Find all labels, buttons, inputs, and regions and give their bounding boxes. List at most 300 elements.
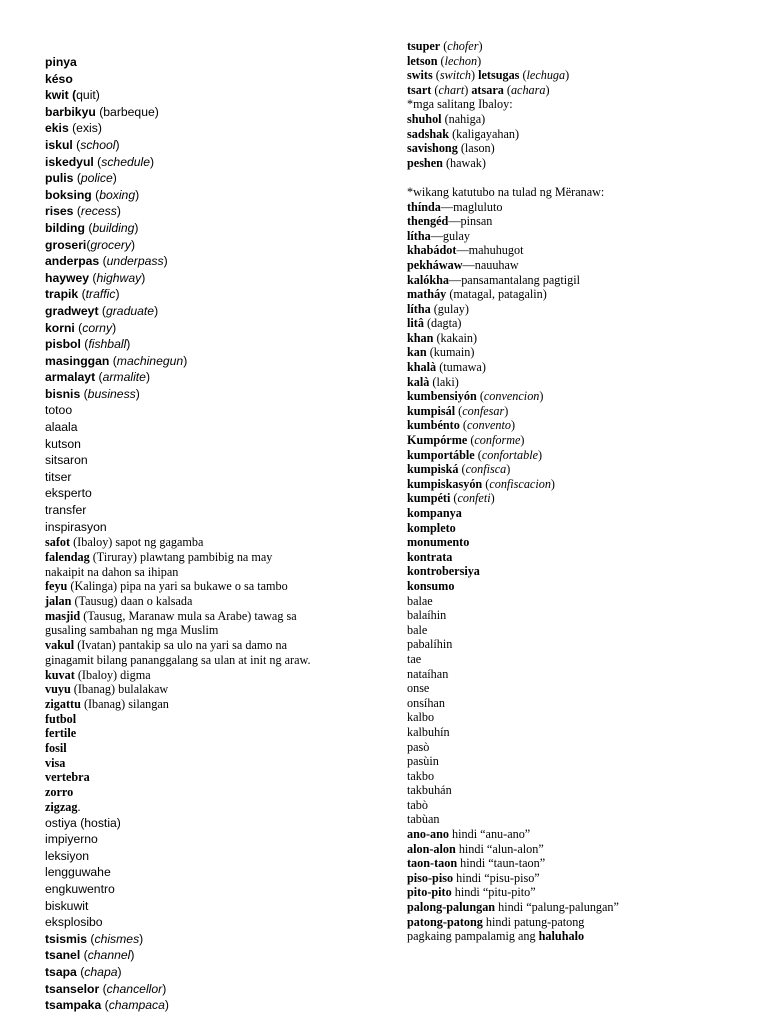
entry-text: tabò bbox=[407, 797, 428, 812]
word-entry bbox=[45, 623, 375, 638]
word-entry bbox=[45, 800, 375, 815]
entry-text: (kakain) bbox=[433, 330, 478, 345]
entry-origin: chismes bbox=[94, 931, 140, 946]
entry-text: (Ibaloy) sapot ng gagamba bbox=[70, 535, 204, 550]
entry-term: korni bbox=[45, 320, 75, 335]
entry-origin: graduate bbox=[105, 303, 155, 318]
word-entry bbox=[45, 726, 375, 741]
entry-text: ) bbox=[164, 998, 169, 1013]
entry-text: transfer bbox=[45, 503, 87, 518]
entry-origin: business bbox=[87, 386, 136, 401]
entry-origin: chancellor bbox=[106, 981, 163, 996]
entry-text: *wikang katutubo na tulad ng Mëranaw: bbox=[407, 184, 605, 199]
entry-text: ) bbox=[183, 353, 188, 368]
word-entry bbox=[45, 253, 375, 270]
entry-text: pasùin bbox=[407, 754, 439, 769]
word-entry bbox=[407, 83, 752, 98]
entry-text: ( bbox=[458, 462, 466, 477]
entry-term: tsuper bbox=[407, 39, 441, 53]
entry-origin: lechon bbox=[444, 53, 478, 68]
word-entry bbox=[45, 270, 375, 287]
word-entry bbox=[45, 203, 375, 220]
entry-origin: machinegun bbox=[116, 353, 184, 368]
word-entry bbox=[45, 286, 375, 303]
entry-text: alaala bbox=[45, 420, 78, 435]
entry-text: ( bbox=[467, 433, 475, 448]
word-entry bbox=[45, 638, 375, 653]
entry-term: pekháwaw bbox=[407, 257, 463, 272]
entry-term: groseri bbox=[45, 237, 87, 252]
word-entry bbox=[45, 519, 375, 536]
entry-text: ) bbox=[145, 370, 151, 385]
word-entry bbox=[45, 997, 375, 1014]
entry-term: ekis bbox=[45, 121, 69, 136]
entry-text: gusaling sambahan ng mga Muslim bbox=[45, 623, 219, 638]
entry-term: lítha bbox=[407, 228, 431, 243]
entry-origin: armalite bbox=[102, 370, 146, 385]
word-entry bbox=[407, 345, 752, 360]
entry-term: bilding bbox=[45, 220, 85, 235]
word-entry bbox=[407, 929, 752, 944]
entry-term: haywey bbox=[45, 270, 90, 285]
word-entry bbox=[45, 71, 375, 88]
entry-term: peshen bbox=[407, 155, 443, 170]
entry-term: boksing bbox=[45, 187, 92, 202]
word-entry bbox=[407, 258, 752, 273]
entry-text: ( bbox=[431, 82, 439, 97]
entry-origin: lechuga bbox=[526, 68, 566, 83]
word-entry bbox=[45, 402, 375, 419]
entry-text: kalbuhín bbox=[407, 724, 450, 739]
word-entry bbox=[407, 448, 752, 463]
entry-text: ( bbox=[482, 476, 490, 491]
entry-term: ano-ano bbox=[407, 827, 449, 842]
word-entry bbox=[45, 137, 375, 154]
entry-term: pinya bbox=[45, 55, 77, 69]
entry-text: hindi “pisu-piso” bbox=[453, 870, 540, 885]
entry-text: ( bbox=[89, 270, 97, 285]
entry-origin: switch bbox=[439, 68, 471, 83]
word-entry bbox=[407, 623, 752, 638]
word-entry bbox=[45, 981, 375, 998]
entry-term: zorro bbox=[45, 785, 74, 800]
entry-text: (Ibanag) bulalakaw bbox=[70, 682, 169, 697]
entry-text: pasò bbox=[407, 739, 430, 754]
entry-term: konsumo bbox=[407, 578, 455, 593]
entry-text: ( bbox=[74, 320, 83, 335]
entry-text: ostiya (hostia) bbox=[45, 815, 121, 830]
word-entry bbox=[407, 783, 752, 798]
entry-term: kumpéti bbox=[407, 491, 451, 506]
entry-text: (matagal, patagalin) bbox=[446, 287, 547, 302]
word-entry bbox=[45, 594, 375, 609]
word-entry bbox=[407, 156, 752, 171]
word-entry bbox=[45, 104, 375, 121]
entry-text: hindi patung-patong bbox=[482, 914, 585, 929]
entry-text: eksperto bbox=[45, 486, 92, 501]
entry-term: haluhalo bbox=[538, 929, 585, 944]
entry-text: (dagta) bbox=[423, 316, 462, 331]
entry-text: ) bbox=[112, 320, 117, 335]
entry-term: anderpas bbox=[45, 254, 100, 269]
entry-text: (Ibanag) silangan bbox=[80, 696, 169, 711]
entry-text: ( bbox=[432, 68, 440, 83]
entry-text: hindi “pitu-pito” bbox=[451, 885, 536, 900]
entry-text: (kaligayahan) bbox=[449, 126, 520, 141]
entry-text: (gulay) bbox=[430, 301, 469, 316]
entry-term: monumento bbox=[407, 535, 470, 550]
blank-line bbox=[407, 170, 752, 185]
entry-text: takbuhán bbox=[407, 783, 452, 798]
entry-text: ) bbox=[116, 204, 121, 219]
entry-text: quit) bbox=[76, 88, 100, 103]
word-entry bbox=[407, 68, 752, 83]
entry-origin: fishball bbox=[88, 337, 127, 352]
entry-term: kumpiská bbox=[407, 462, 459, 477]
word-entry bbox=[45, 452, 375, 469]
entry-text: ) bbox=[135, 386, 140, 401]
word-entry bbox=[45, 964, 375, 981]
word-entry bbox=[45, 565, 375, 580]
entry-origin: recess bbox=[80, 204, 117, 219]
word-entry bbox=[45, 898, 375, 915]
word-entry bbox=[407, 550, 752, 565]
word-entry bbox=[407, 915, 752, 930]
word-entry bbox=[407, 404, 752, 419]
entry-text: (barbeque) bbox=[95, 104, 159, 119]
entry-text: pabalíhin bbox=[407, 637, 453, 652]
word-entry bbox=[45, 848, 375, 865]
word-entry bbox=[407, 302, 752, 317]
entry-text: tabùan bbox=[407, 812, 440, 827]
entry-term: kontrata bbox=[407, 549, 453, 564]
entry-term: vuyu bbox=[45, 682, 71, 697]
entry-term: fertile bbox=[45, 726, 77, 741]
word-entry bbox=[45, 609, 375, 624]
entry-text: (exis) bbox=[68, 121, 102, 136]
entry-text: biskuwit bbox=[45, 898, 89, 913]
entry-term: letson bbox=[407, 53, 438, 68]
entry-text: ) bbox=[115, 137, 120, 152]
entry-term: falendag bbox=[45, 549, 90, 564]
entry-text: ( bbox=[73, 171, 81, 186]
entry-origin: schedule bbox=[101, 154, 151, 169]
entry-text: hindi “alun-alon” bbox=[455, 841, 544, 856]
word-entry bbox=[45, 386, 375, 403]
entry-term: zigattu bbox=[45, 696, 81, 711]
entry-text: ( bbox=[78, 287, 86, 302]
entry-text: pagkaing pampalamig ang bbox=[407, 929, 539, 944]
word-entry bbox=[45, 741, 375, 756]
entry-text: ) bbox=[139, 931, 144, 946]
word-entry bbox=[407, 710, 752, 725]
word-entry bbox=[45, 154, 375, 171]
word-entry bbox=[407, 812, 752, 827]
entry-text: ( bbox=[98, 303, 106, 318]
word-entry bbox=[45, 120, 375, 137]
word-entry bbox=[407, 667, 752, 682]
word-entry bbox=[45, 550, 375, 565]
entry-text: hindi “palung-palungan” bbox=[495, 900, 619, 915]
word-entry bbox=[45, 756, 375, 771]
entry-term: kwit ( bbox=[45, 88, 77, 103]
entry-term: sadshak bbox=[407, 126, 450, 141]
word-entry bbox=[407, 754, 752, 769]
entry-term: shuhol bbox=[407, 111, 442, 126]
word-entry bbox=[407, 97, 752, 112]
word-entry bbox=[45, 682, 375, 697]
word-entry bbox=[45, 419, 375, 436]
entry-text: ( bbox=[93, 154, 102, 169]
entry-text: ( bbox=[80, 386, 88, 401]
entry-text: balaíhin bbox=[407, 608, 447, 623]
entry-text: ( bbox=[86, 237, 91, 252]
entry-text: ) bbox=[477, 53, 482, 68]
word-entry bbox=[407, 608, 752, 623]
entry-term: tsampaka bbox=[45, 998, 102, 1013]
entry-text: ginagamit bilang pananggalang sa ulan at init ng araw. bbox=[45, 652, 311, 667]
entry-text: ) bbox=[538, 447, 543, 462]
entry-term: kan bbox=[407, 345, 427, 360]
entry-text: ) bbox=[150, 154, 155, 169]
word-list-left-column bbox=[45, 54, 375, 1014]
word-entry bbox=[45, 353, 375, 370]
entry-term: visa bbox=[45, 755, 66, 770]
entry-text: ) bbox=[510, 418, 515, 433]
word-entry bbox=[407, 681, 752, 696]
entry-text: sitsaron bbox=[45, 453, 88, 468]
entry-term: atsara bbox=[471, 82, 504, 97]
word-entry bbox=[45, 436, 375, 453]
entry-text: (kumain) bbox=[426, 345, 475, 360]
entry-text: ( bbox=[519, 68, 527, 83]
entry-text: (Tausug) daan o kalsada bbox=[71, 594, 193, 609]
entry-text: titser bbox=[45, 469, 72, 484]
entry-origin: conforme bbox=[474, 433, 521, 448]
entry-term: khan bbox=[407, 330, 434, 345]
word-entry bbox=[407, 725, 752, 740]
entry-text: bale bbox=[407, 622, 428, 637]
entry-text: ( bbox=[73, 204, 81, 219]
entry-text: kutson bbox=[45, 436, 81, 451]
entry-text: ( bbox=[80, 948, 88, 963]
entry-term: Kumpórme bbox=[407, 433, 468, 448]
entry-text: ( bbox=[503, 82, 511, 97]
entry-text: ( bbox=[474, 447, 482, 462]
word-entry bbox=[407, 200, 752, 215]
entry-origin: traffic bbox=[85, 287, 116, 302]
word-entry bbox=[407, 54, 752, 69]
entry-text: —pinsan bbox=[448, 214, 493, 229]
entry-term: tsanselor bbox=[45, 981, 100, 996]
entry-term: vertebra bbox=[45, 770, 90, 785]
entry-text: kalbo bbox=[407, 710, 435, 725]
entry-text: ( bbox=[72, 137, 81, 152]
entry-term: jalan bbox=[45, 594, 72, 609]
entry-text: ( bbox=[91, 187, 100, 202]
word-entry bbox=[407, 389, 752, 404]
entry-term: bisnis bbox=[45, 386, 81, 401]
entry-term: kompleto bbox=[407, 520, 456, 535]
entry-text: impiyerno bbox=[45, 832, 98, 847]
entry-term: letsugas bbox=[478, 68, 520, 83]
entry-text: totoo bbox=[45, 403, 73, 418]
entry-term: patong-patong bbox=[407, 914, 483, 929]
word-entry bbox=[407, 900, 752, 915]
entry-term: trapik bbox=[45, 287, 79, 302]
entry-text: ) bbox=[163, 254, 168, 269]
entry-term: safot bbox=[45, 535, 71, 550]
entry-text: ) bbox=[545, 82, 550, 97]
entry-term: pito-pito bbox=[407, 885, 452, 900]
entry-text: engkuwentro bbox=[45, 881, 115, 896]
word-entry bbox=[407, 316, 752, 331]
word-entry bbox=[45, 770, 375, 785]
entry-text: ) bbox=[141, 270, 146, 285]
entry-term: pisbol bbox=[45, 337, 81, 352]
entry-text: ) bbox=[115, 287, 120, 302]
word-entry bbox=[45, 815, 375, 832]
entry-term: thínda bbox=[407, 199, 441, 214]
word-entry bbox=[45, 697, 375, 712]
word-entry bbox=[407, 798, 752, 813]
entry-term: tsismis bbox=[45, 931, 88, 946]
entry-text: ) bbox=[478, 39, 483, 53]
entry-text: nataíhan bbox=[407, 666, 449, 681]
entry-text: ) bbox=[131, 237, 136, 252]
entry-text: takbo bbox=[407, 768, 435, 783]
entry-term: pulis bbox=[45, 171, 74, 186]
entry-term: futbol bbox=[45, 711, 77, 726]
entry-text: nakaipit na dahon sa ihipan bbox=[45, 564, 179, 579]
entry-term: alon-alon bbox=[407, 841, 456, 856]
word-entry bbox=[407, 579, 752, 594]
entry-text: ( bbox=[450, 491, 458, 506]
entry-text: tae bbox=[407, 651, 422, 666]
word-entry bbox=[407, 375, 752, 390]
entry-term: khalà bbox=[407, 360, 437, 375]
entry-text: leksiyon bbox=[45, 848, 90, 863]
word-entry bbox=[45, 668, 375, 683]
entry-text: onsíhan bbox=[407, 695, 445, 710]
word-entry bbox=[45, 864, 375, 881]
entry-origin: confesar bbox=[462, 403, 505, 418]
word-entry bbox=[407, 462, 752, 477]
entry-text: . bbox=[77, 799, 81, 814]
entry-text: ) bbox=[112, 171, 117, 186]
entry-origin: corny bbox=[82, 320, 113, 335]
entry-origin: chart bbox=[438, 82, 465, 97]
entry-text: —magluluto bbox=[440, 199, 503, 214]
word-list-right-column bbox=[407, 39, 752, 944]
word-entry bbox=[45, 914, 375, 931]
entry-origin: confortable bbox=[481, 447, 539, 462]
entry-origin: underpass bbox=[106, 254, 164, 269]
word-entry bbox=[45, 369, 375, 386]
entry-text: ) bbox=[464, 82, 472, 97]
word-entry bbox=[45, 653, 375, 668]
word-entry bbox=[407, 885, 752, 900]
entry-text: ) bbox=[539, 389, 544, 404]
entry-term: kalà bbox=[407, 374, 430, 389]
word-entry bbox=[45, 579, 375, 594]
word-entry bbox=[407, 287, 752, 302]
entry-origin: channel bbox=[87, 948, 131, 963]
entry-origin: confiscacion bbox=[489, 476, 551, 491]
entry-term: kumpiskasyón bbox=[407, 476, 483, 491]
entry-text: ( bbox=[99, 254, 107, 269]
word-entry bbox=[45, 320, 375, 337]
entry-text: hindi “anu-ano” bbox=[449, 827, 531, 842]
entry-text: ) bbox=[126, 337, 131, 352]
entry-text: ) bbox=[135, 187, 140, 202]
entry-term: lítha bbox=[407, 301, 431, 316]
word-entry bbox=[45, 237, 375, 254]
word-entry bbox=[45, 485, 375, 502]
entry-text: ) bbox=[154, 303, 159, 318]
word-entry bbox=[407, 769, 752, 784]
entry-text: ) bbox=[162, 981, 167, 996]
entry-text: ) bbox=[490, 491, 495, 506]
entry-text: ( bbox=[109, 353, 117, 368]
entry-term: tsart bbox=[407, 82, 432, 97]
entry-origin: confisca bbox=[465, 462, 507, 477]
entry-term: kumportáble bbox=[407, 447, 475, 462]
entry-text: ) bbox=[565, 68, 570, 83]
entry-text: eksplosibo bbox=[45, 915, 103, 930]
entry-term: palong-palungan bbox=[407, 900, 496, 915]
entry-text: ( bbox=[476, 389, 484, 404]
entry-origin: building bbox=[92, 220, 135, 235]
entry-text: —gulay bbox=[430, 228, 470, 243]
word-entry bbox=[407, 433, 752, 448]
entry-text: ( bbox=[95, 370, 103, 385]
entry-term: savishong bbox=[407, 141, 458, 156]
entry-term: kompanya bbox=[407, 506, 462, 520]
word-entry bbox=[407, 856, 752, 871]
entry-term: piso-piso bbox=[407, 870, 454, 885]
entry-origin: highway bbox=[96, 270, 142, 285]
word-entry bbox=[407, 112, 752, 127]
entry-text: ( bbox=[84, 220, 93, 235]
entry-text: ) bbox=[504, 403, 509, 418]
entry-term: swits bbox=[407, 68, 433, 83]
entry-term: litâ bbox=[407, 316, 424, 331]
entry-text: lengguwahe bbox=[45, 865, 111, 880]
entry-origin: champaca bbox=[108, 998, 165, 1013]
entry-text: ( bbox=[440, 39, 448, 53]
entry-text: (Ivatan) pantakip sa ulo na yari sa damo na bbox=[74, 638, 288, 653]
entry-term: késo bbox=[45, 71, 73, 86]
entry-term: armalayt bbox=[45, 370, 96, 385]
word-entry bbox=[45, 785, 375, 800]
entry-text: (Kalinga) pipa na yari sa bukawe o sa tambo bbox=[67, 579, 288, 594]
word-entry bbox=[407, 331, 752, 346]
word-entry bbox=[407, 418, 752, 433]
word-entry bbox=[45, 947, 375, 964]
word-entry bbox=[407, 637, 752, 652]
entry-term: rises bbox=[45, 204, 74, 219]
entry-text: (tumawa) bbox=[436, 360, 486, 375]
entry-term: kuvat bbox=[45, 667, 75, 682]
entry-text: (nahiga) bbox=[441, 111, 486, 126]
word-entry bbox=[45, 931, 375, 948]
entry-text: (lason) bbox=[457, 141, 495, 156]
entry-text: ) bbox=[471, 68, 479, 83]
entry-text: (Tausug, Maranaw mula sa Arabe) tawag sa bbox=[80, 608, 297, 623]
entry-text: inspirasyon bbox=[45, 519, 107, 534]
entry-text: *mga salitang Ibaloy: bbox=[407, 97, 513, 112]
